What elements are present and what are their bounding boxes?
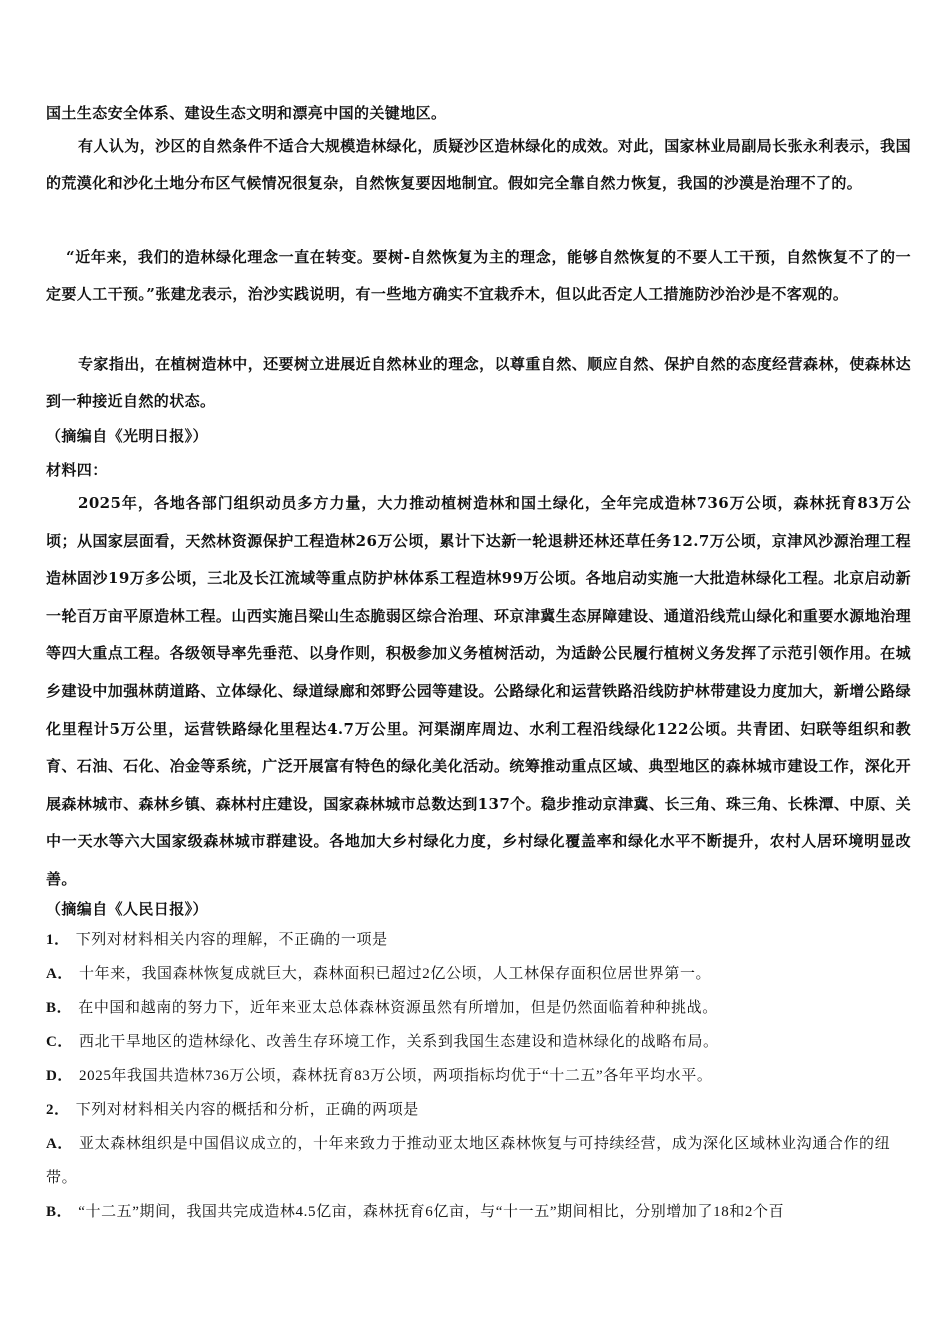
- option-text: 在中国和越南的努力下，近年来亚太总体森林资源虽然有所增加，但是仍然面临着种种挑战。: [78, 1000, 718, 1016]
- paragraph-sand-area-opinion: 有人认为，沙区的自然条件不适合大规模造林绿化，质疑沙区造林绿化的成效。对此，国家林业局副局长张永利表示，我国的荒漠化和沙化土地分布区气候情况很复杂，自然恢复要因地制宜。假如完全靠自然力恢复，我国的沙漠是治理不了的。: [46, 137, 911, 192]
- paragraph-expert-view: 专家指出，在植树造林中，还要树立进展近自然林业的理念，以尊重自然、顺应自然、保护自然的态度经营森林，使森林达到一种接近自然的状态。: [46, 355, 911, 410]
- question-text: 下列对材料相关内容的概括和分析，正确的两项是: [75, 1102, 419, 1118]
- paragraph-material-four: 2025年，各地各部门组织动员多方力量，大力推动植树造林和国土绿化，全年完成造林736万公顷，森林抚育83万公顷；从国家层面看，天然林资源保护工程造林26万公顷，累计下达新一轮退耕还林还草任务12.7万公顷，京津风沙源治理工程造林固沙19万多公顷，三北及长江流域等重点防护林体系工程造林99万公顷。各地启动实施一大批造林绿化工程。北京启动新一轮百万亩平原造林工程。山西实施吕梁山生态脆弱区综合治理、环京津冀生态屏障建设、通道沿线荒山绿化和重要水源地治理等四大重点工程。各级领导率先垂范、以身作则，积极参加义务植树活动，为适龄公民履行植树义务发挥了示范引领作用。在城乡建设中加强林荫道路、立体绿化、绿道绿廊和郊野公园等建设。公路绿化和运营铁路沿线防护林带建设力度加大，新增公路绿化里程计5万公里，运营铁路绿化里程达4.7万公里。河渠湖库周边、水利工程沿线绿化122公顷。共青团、妇联等组织和教育、石油、石化、冶金等系统，广泛开展富有特色的绿化美化活动。统筹推动重点区域、典型地区的森林城市建设工作，深化开展森林城市、森林乡镇、森林村庄建设，国家森林城市总数达到137个。稳步推动京津冀、长三角、珠三角、长株潭、中原、关中一天水等六大国家级森林城市群建设。各地加大乡村绿化力度，乡村绿化覆盖率和绿化水平不断提升，农村人居环境明显改善。: [46, 494, 911, 888]
- question-2-option-a: [46, 1127, 906, 1195]
- option-letter: B．: [46, 1000, 73, 1016]
- option-letter: A．: [46, 966, 74, 982]
- material-four-heading: 材料四：: [46, 461, 108, 479]
- source-guangming-daily: （摘编自《光明日报》）: [46, 427, 208, 445]
- option-text: 2025年我国共造林736万公顷，森林抚育83万公顷，两项指标均优于“十二五”各年平均水平。: [79, 1068, 713, 1084]
- option-letter: D．: [46, 1068, 74, 1084]
- question-1-stem: [46, 923, 906, 957]
- question-1-option-c: [46, 1025, 906, 1059]
- question-text: 下列对材料相关内容的理解，不正确的一项是: [75, 932, 388, 948]
- question-1-option-d: [46, 1059, 906, 1093]
- question-2-option-b: [46, 1195, 906, 1229]
- paragraph-afforestation-concept: “近年来，我们的造林绿化理念一直在转变。要树-自然恢复为主的理念，能够自然恢复的不要人工干预，自然恢复不了的一定要人工干预。”张建龙表示，治沙实践说明，有一些地方确实不宜栽乔木，但以此否定人工措施防沙治沙是不客观的。: [46, 248, 911, 303]
- question-1-option-b: [46, 991, 906, 1025]
- source-peoples-daily: （摘编自《人民日报》）: [46, 900, 208, 918]
- question-number: 1．: [46, 932, 70, 948]
- option-letter: C．: [46, 1034, 74, 1050]
- option-letter: B．: [46, 1204, 73, 1220]
- option-letter: A．: [46, 1136, 74, 1152]
- option-text: 十年来，我国森林恢复成就巨大，森林面积已超过2亿公顷，人工林保存面积位居世界第一。: [79, 966, 712, 982]
- question-2-stem: [46, 1093, 906, 1127]
- option-text: 亚太森林组织是中国倡议成立的，十年来致力于推动亚太地区森林恢复与可持续经营，成为深化区域林业沟通合作的纽带。: [46, 1136, 891, 1186]
- option-text: “十二五”期间，我国共完成造林4.5亿亩，森林抚育6亿亩，与“十一五”期间相比，分别增加了18和2个百: [78, 1204, 785, 1220]
- question-1-option-a: [46, 957, 906, 991]
- question-number: 2．: [46, 1102, 70, 1118]
- option-text: 西北干旱地区的造林绿化、改善生存环境工作，关系到我国生态建设和造林绿化的战略布局。: [79, 1034, 719, 1050]
- paragraph-intro-tail: 国土生态安全体系、建设生态文明和漂亮中国的关键地区。: [46, 104, 447, 122]
